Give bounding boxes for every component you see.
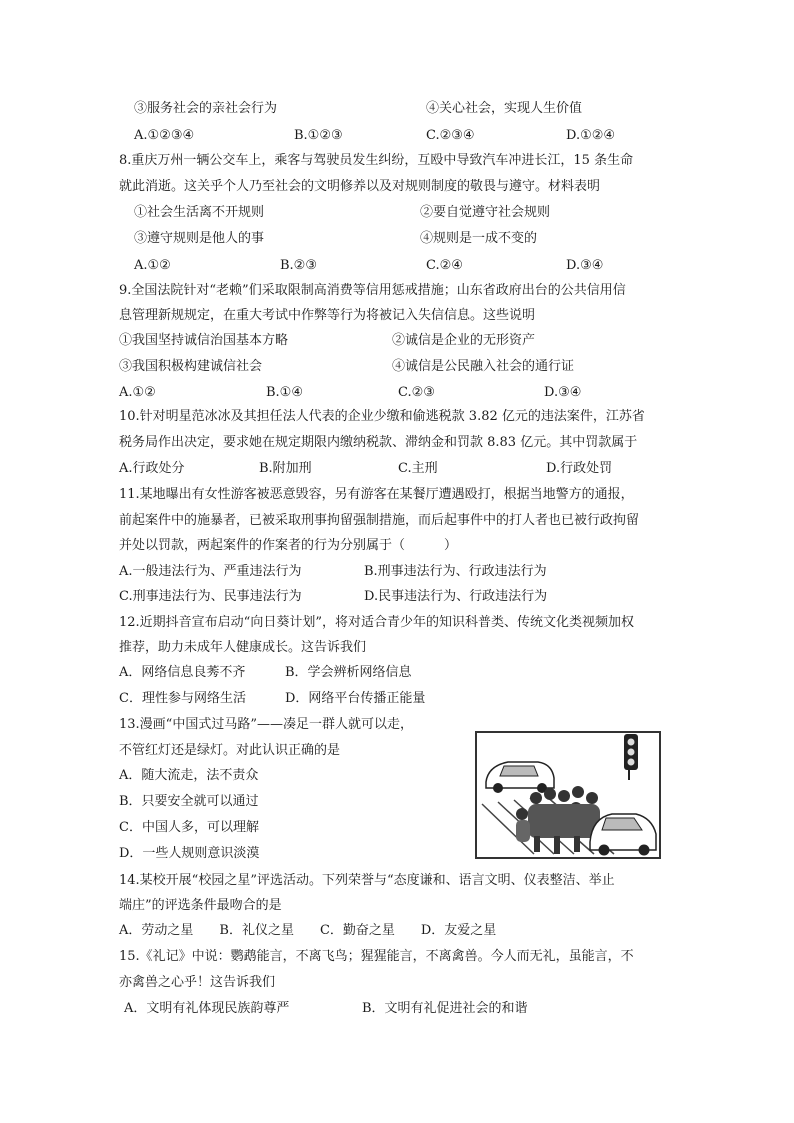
- q12-choice-d: D．网络平台传播正能量: [285, 691, 426, 706]
- q13-choice-a: A．随大流走，法不责众: [119, 768, 259, 783]
- q9-option-2: ②诚信是企业的无形资产: [392, 333, 536, 348]
- q7-choice-b: B.①②③: [294, 128, 343, 143]
- q8-option-4: ④规则是一成不变的: [420, 231, 538, 246]
- q7-choice-a: A.①②③④: [134, 128, 195, 143]
- q7-option-4: ④关心社会，实现人生价值: [426, 101, 583, 116]
- q11-stem-line2: 前起案件中的施暴者，已被采取刑事拘留强制措施，而后起事件中的打人者也已被行政拘留: [119, 513, 640, 528]
- q9-choice-c: C.②③: [398, 385, 435, 400]
- q8-option-2: ②要自觉遵守社会规则: [420, 205, 551, 220]
- q11-choice-a: A.一般违法行为、严重违法行为: [119, 564, 302, 579]
- q8-choice-c: C.②④: [426, 258, 463, 273]
- crossing-cartoon-illustration: [474, 722, 662, 862]
- q13-choice-c: C．中国人多，可以理解: [119, 820, 259, 835]
- q7-option-3: ③服务社会的亲社会行为: [134, 101, 278, 116]
- q15-stem-line1: 15.《礼记》中说：鹦鹉能言，不离飞鸟；猩猩能言，不离禽兽。今人而无礼，虽能言，不: [119, 949, 634, 964]
- q14-stem-line2: 端庄”的评选条件最吻合的是: [119, 898, 282, 913]
- car-icon-left: [486, 762, 554, 793]
- crossing-cartoon-drawing: [474, 722, 662, 862]
- q12-choice-c: C．理性参与网络生活: [119, 691, 246, 706]
- q7-choice-c: C.②③④: [426, 128, 475, 143]
- q13-choice-d: D．一些人规则意识淡漠: [119, 846, 260, 861]
- q8-option-1: ①社会生活离不开规则: [134, 205, 265, 220]
- q12-choice-b: B．学会辨析网络信息: [285, 665, 412, 680]
- q10-choice-c: C.主刑: [398, 461, 438, 476]
- q8-choice-a: A.①②: [134, 258, 171, 273]
- q8-choice-d: D.③④: [566, 258, 604, 273]
- q12-choice-a: A．网络信息良莠不齐: [119, 665, 246, 680]
- q14-stem-line1: 14.某校开展“校园之星”评选活动。下列荣誉与“态度谦和、语言文明、仪表整洁、举止: [119, 873, 615, 888]
- q8-option-3: ③遵守规则是他人的事: [134, 231, 265, 246]
- q9-stem-line2: 息管理新规规定，在重大考试中作弊等行为将被记入失信信息。这些说明: [119, 308, 536, 323]
- q9-choice-a: A.①②: [119, 385, 156, 400]
- q13-stem-line2: 不管红灯还是绿灯。对此认识正确的是: [119, 743, 341, 758]
- q11-choice-b: B.刑事违法行为、行政违法行为: [364, 564, 547, 579]
- q10-stem-line2: 税务局作出决定，要求她在规定期限内缴纳税款、滞纳金和罚款 8.83 亿元。其中罚款属于: [119, 435, 638, 450]
- q13-stem-line1: 13.漫画“中国式过马路”——凑足一群人就可以走，: [119, 717, 413, 732]
- q15-choice-a: A．文明有礼体现民族韵尊严: [124, 1001, 290, 1016]
- q10-choice-a: A.行政处分: [119, 461, 185, 476]
- q10-choice-b: B.附加刑: [259, 461, 312, 476]
- q9-option-3: ③我国积极构建诚信社会: [119, 359, 263, 374]
- q11-stem-line3: 并处以罚款，两起案件的作案者的行为分别属于（ ）: [119, 538, 458, 553]
- q14-choices: A．劳动之星 B．礼仪之星 C．勤奋之星 D．友爱之星: [119, 923, 497, 938]
- q9-choice-b: B.①④: [266, 385, 303, 400]
- q9-stem-line1: 9.全国法院针对“老赖”们采取限制高消费等信用惩戒措施；山东省政府出台的公共信用信: [119, 283, 626, 298]
- q8-stem-line1: 8.重庆万州一辆公交车上，乘客与驾驶员发生纠纷，互殴中导致汽车冲进长江，15 条生命: [119, 153, 634, 168]
- car-icon-right: [590, 814, 656, 856]
- q15-choice-b: B．文明有礼促进社会的和谐: [362, 1001, 528, 1016]
- q11-stem-line1: 11.某地曝出有女性游客被恶意毁容，另有游客在某餐厅遭遇殴打，根据当地警方的通报，: [119, 487, 634, 502]
- q12-stem-line2: 推荐，助力未成年人健康成长。这告诉我们: [119, 640, 367, 655]
- q15-stem-line2: 亦禽兽之心乎！这告诉我们: [119, 975, 276, 990]
- q10-stem-line1: 10.针对明星范冰冰及其担任法人代表的企业少缴和偷逃税款 3.82 亿元的违法案件，江苏省: [119, 409, 645, 424]
- q9-choice-d: D.③④: [544, 385, 582, 400]
- q7-choice-d: D.①②④: [566, 128, 616, 143]
- q9-option-1: ①我国坚持诚信治国基本方略: [119, 333, 289, 348]
- q12-stem-line1: 12.近期抖音宣布启动“向日葵计划”，将对适合青少年的知识科普类、传统文化类视频加权: [119, 615, 634, 630]
- q8-choice-b: B.②③: [280, 258, 317, 273]
- q11-choice-c: C.刑事违法行为、民事违法行为: [119, 589, 302, 604]
- q10-choice-d: D.行政处罚: [546, 461, 613, 476]
- q8-stem-line2: 就此消逝。这关乎个人乃至社会的文明修养以及对规则制度的敬畏与遵守。材料表明: [119, 179, 601, 194]
- q9-option-4: ④诚信是公民融入社会的通行证: [392, 359, 575, 374]
- q13-choice-b: B．只要安全就可以通过: [119, 794, 259, 809]
- q11-choice-d: D.民事违法行为、行政违法行为: [364, 589, 548, 604]
